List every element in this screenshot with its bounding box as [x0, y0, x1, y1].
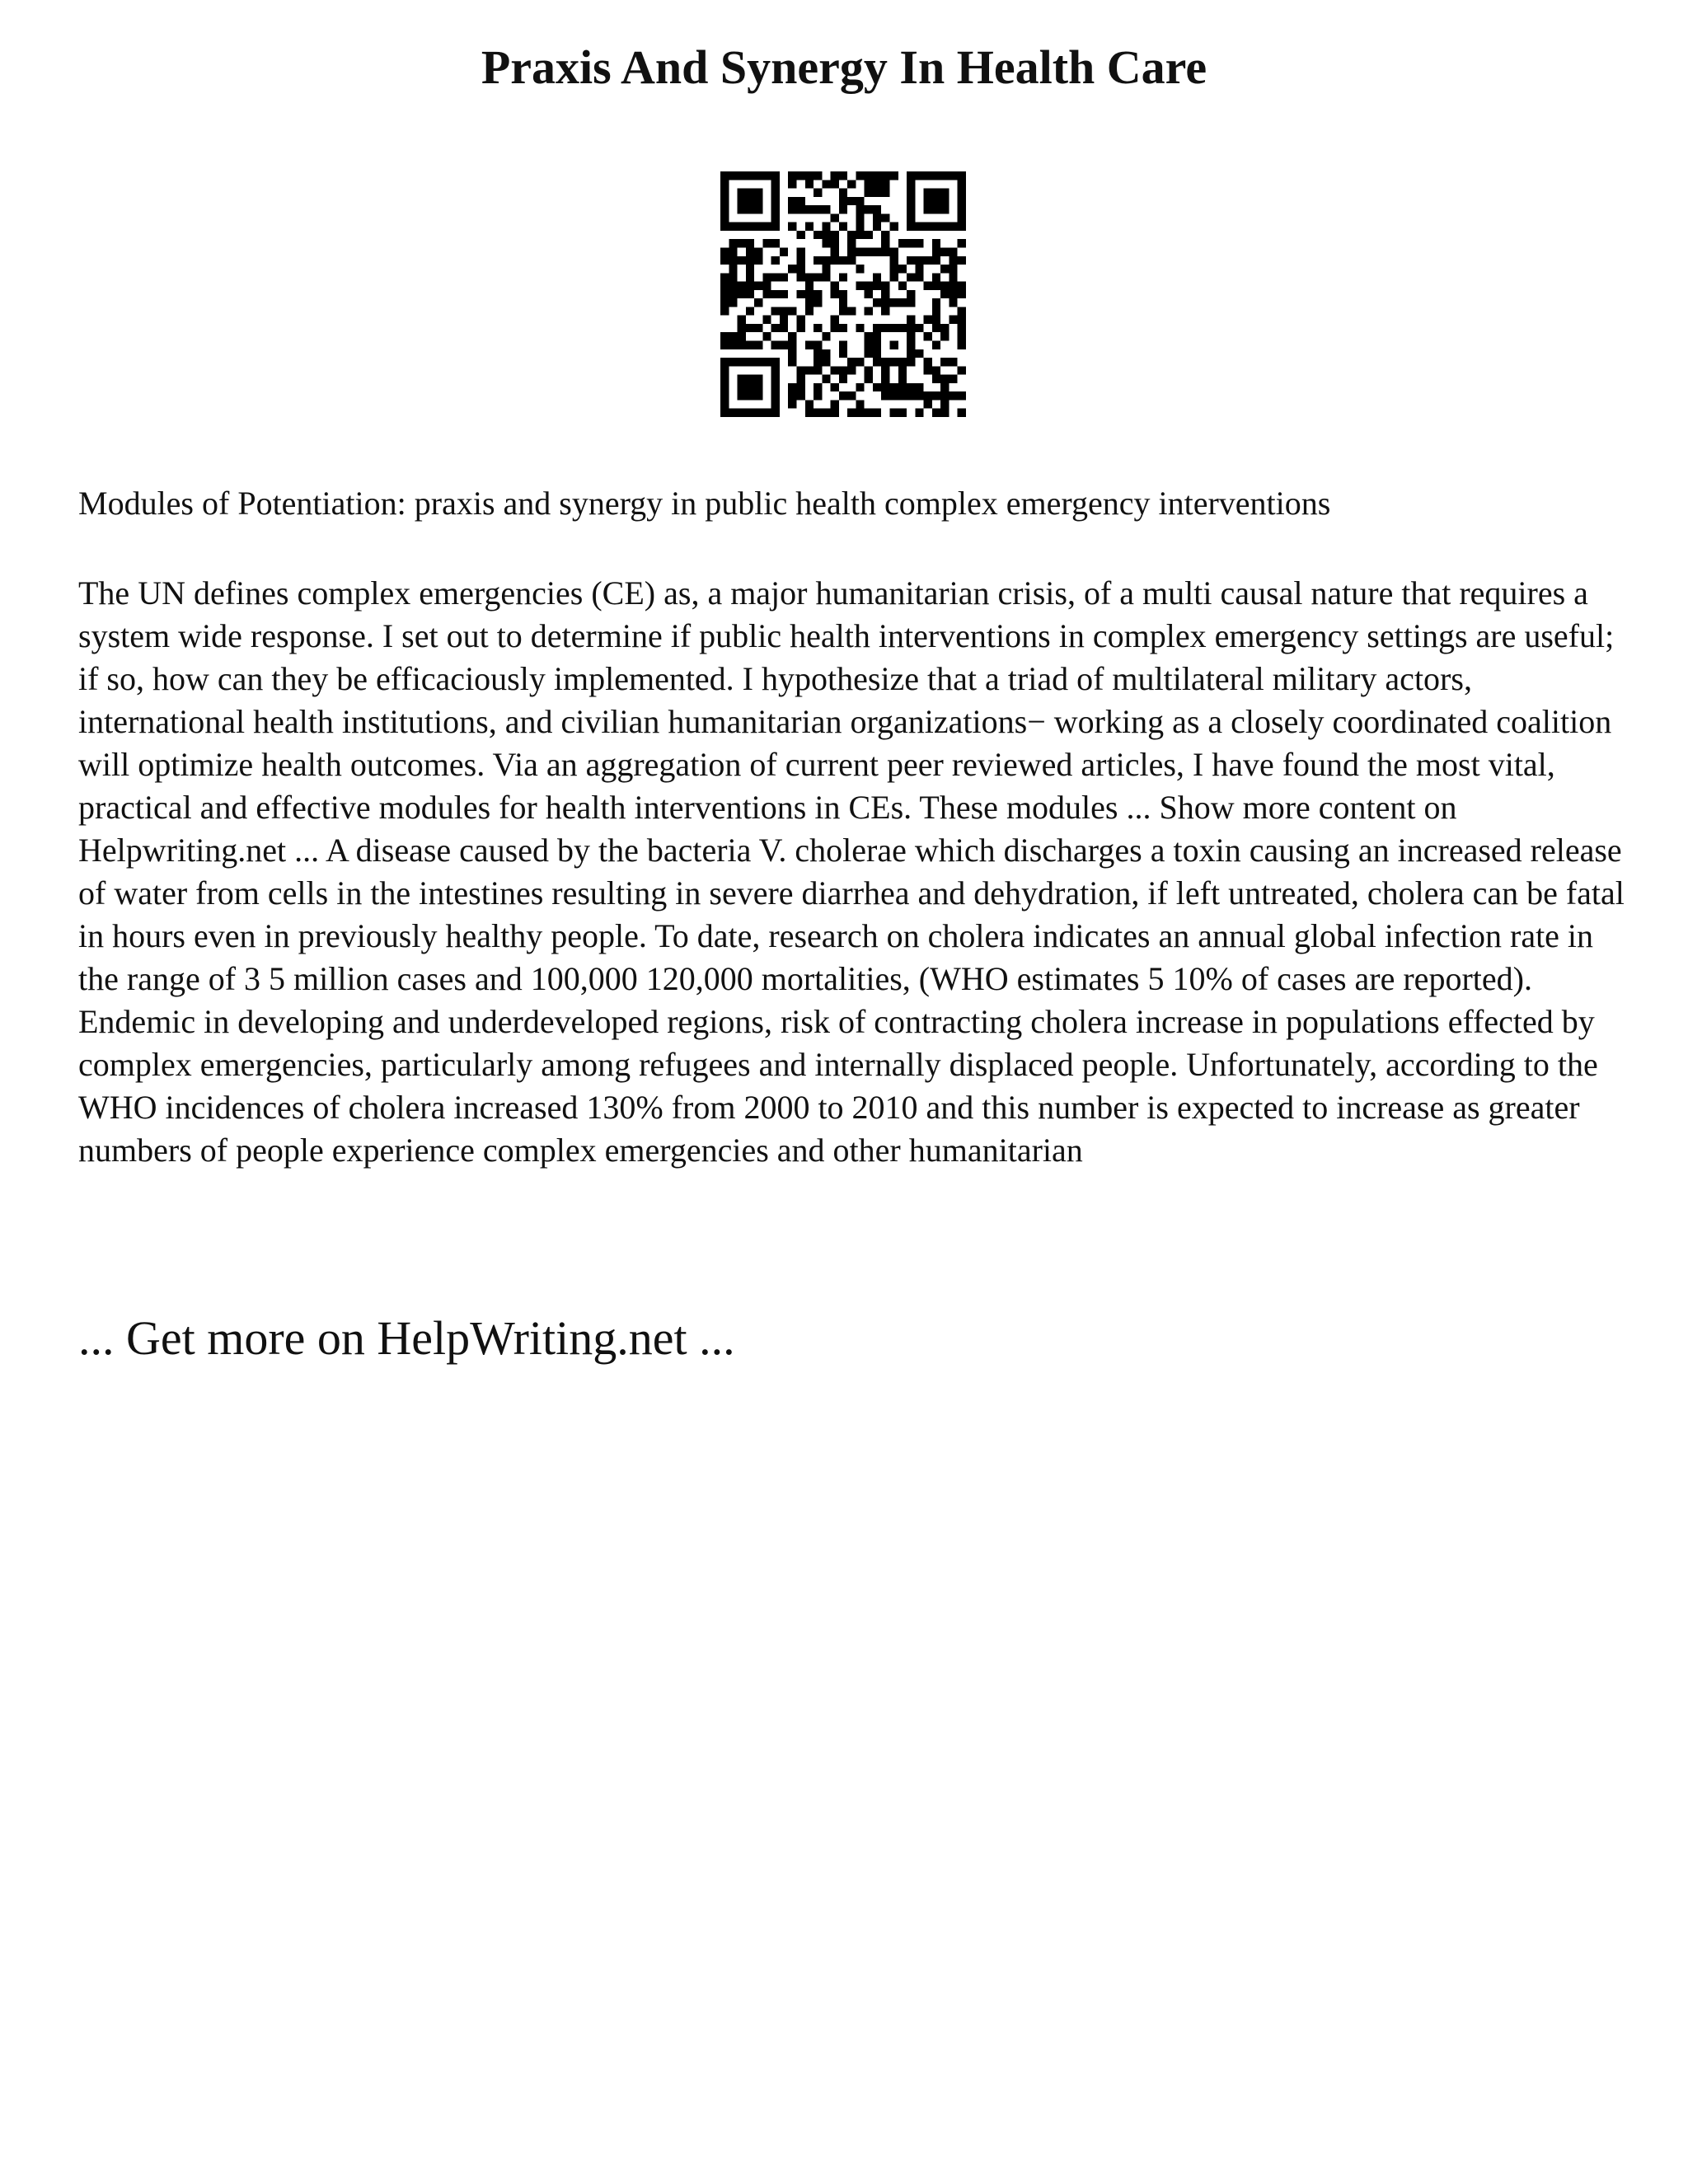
get-more-link[interactable]: ... Get more on HelpWriting.net ... — [78, 1311, 735, 1365]
document-subtitle: Modules of Potentiation: praxis and synergy in public health complex emergency interventions — [78, 485, 1331, 522]
document-body: The UN defines complex emergencies (CE) as, a major humanitarian crisis, of a multi causal nature that requires a system wide response. I set out to determine if public health interventions in complex emergency settings are useful; if so, how can they be efficaciously implemented. I hypothesize that a triad of multilateral military actors, international health institutions, and civilian humanitarian organizations− working as a closely coordinated coalition will optimize health outcomes. Via an aggregation of current peer reviewed articles, I have found the most vital, practical and effective modules for health interventions in CEs. These modules ... Show more content on Helpwriting.net ... A disease caused by the bacteria V. cholerae which discharges a toxin causing an increased release of water from cells in the intestines resulting in severe diarrhea and dehydration, if left untreated, cholera can be fatal in hours even in previously healthy people. To date, research on cholera indicates an annual global infection rate in the range of 3 5 million cases and 100,000 120,000 mortalities, (WHO estimates 5 10% of cases are reported). Endemic in developing and underdeveloped regions, risk of contracting cholera increase in populations effected by complex emergencies, particularly among refugees and internally displaced people. Unfortunately, according to the WHO incidences of cholera increased 130% from 2000 to 2010 and this number is expected to increase as greater numbers of people experience complex emergencies and other humanitarian — [78, 574, 1625, 1169]
page-title: Praxis And Synergy In Health Care — [481, 40, 1207, 94]
qr-code-icon — [720, 171, 966, 417]
